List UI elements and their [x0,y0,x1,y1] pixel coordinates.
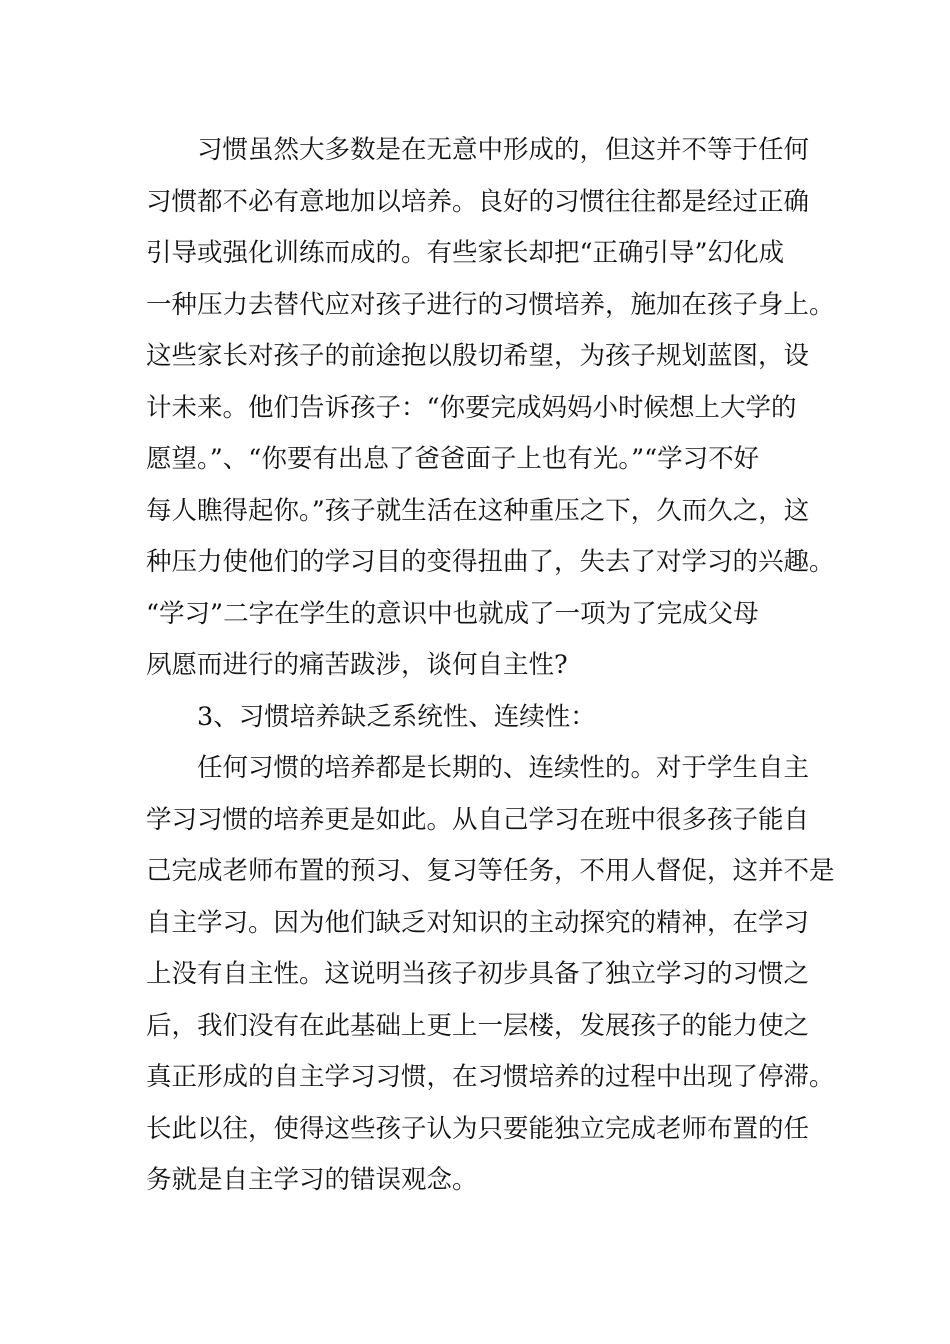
paragraph-line: 务就是自主学习的错误观念。 [146,1165,478,1195]
paragraph-line: 上没有自主性。这说明当孩子初步具备了独立学习的习惯之 [146,959,810,989]
paragraph-line: 夙愿而进行的痛苦跋涉，谈何自主性? [146,650,568,680]
paragraph-line: 真正形成的自主学习习惯，在习惯培养的过程中出现了停滞。 [146,1062,835,1092]
paragraph-line: 自主学习。因为他们缺乏对知识的主动探究的精神，在学习 [146,907,810,938]
paragraph-line: 种压力使他们的学习目的变得扭曲了，失去了对学习的兴趣。 [146,547,835,577]
paragraph-line: 后，我们没有在此基础上更上一层楼，发展孩子的能力使之 [146,1010,810,1041]
paragraph-line: 计未来。他们告诉孩子：“你要完成妈妈小时候想上大学的 [146,392,797,423]
paragraph-line: 己完成老师布置的预习、复习等任务，不用人督促，这并不是 [146,856,835,886]
paragraph-line: 一种压力去替代应对孩子进行的习惯培养，施加在孩子身上。 [146,289,835,320]
paragraph-line: 习惯都不必有意地加以培养。良好的习惯往往都是经过正确 [146,186,810,217]
paragraph-line: 这些家长对孩子的前途抱以殷切希望，为孩子规划蓝图，设 [146,341,810,371]
paragraph-line: 长此以往，使得这些孩子认为只要能独立完成老师布置的任 [146,1113,810,1144]
paragraph-continuity [146,743,835,1207]
paragraph-line: 习惯虽然大多数是在无意中形成的，但这并不等于任何 [197,135,810,165]
paragraph-line: 引导或强化训练而成的。有些家长却把“正确引导”幻化成 [146,238,785,268]
paragraph-line: 每人瞧得起你。”孩子就生活在这种重压之下，久而久之，这 [146,495,810,526]
document-body [146,125,835,1207]
paragraph-line: 学习习惯的培养更是如此。从自己学习在班中很多孩子能自 [146,804,810,835]
paragraph-line: 愿望。”、“你要有出息了爸爸面子上也有光。”“学习不好 [146,444,760,474]
paragraph-line: 任何习惯的培养都是长期的、连续性的。对于学生自主 [197,753,810,783]
paragraph-line: “学习”二字在学生的意识中也就成了一项为了完成父母 [146,598,759,629]
paragraph-habit-pressure [146,125,835,692]
section-heading-3: 3、习惯培养缺乏系统性、连续性： [197,701,596,732]
